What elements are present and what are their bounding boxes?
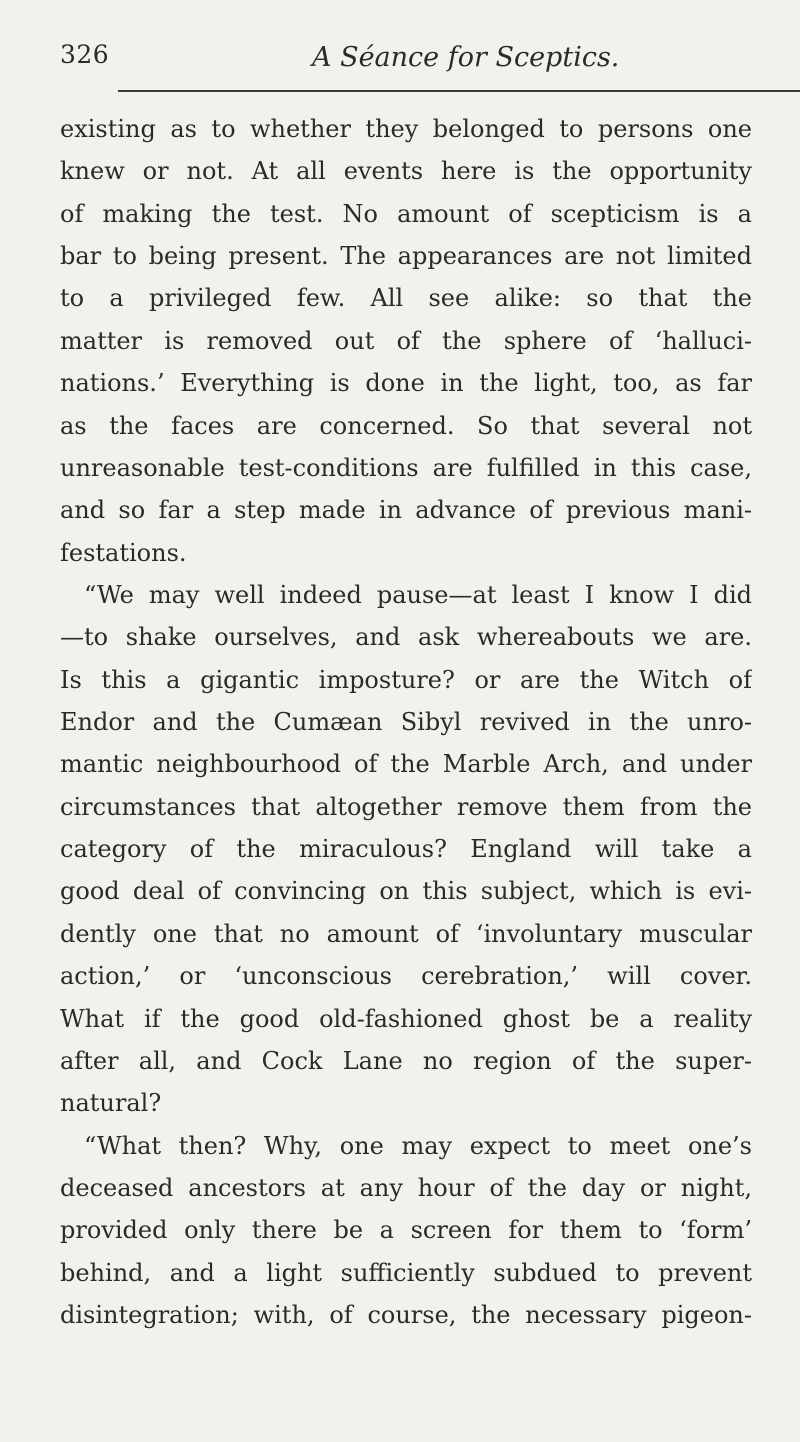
text-line: Endor and the Cumæan Sibyl revived in the unro- [60,708,752,737]
paragraph-3 [60,1125,752,1337]
text-line: after all, and Cock Lane no region of the super- [60,1046,752,1075]
text-line: knew or not. At all events here is the opportunity [60,157,752,186]
running-title: A Séance for Sceptics. [312,42,620,73]
text-line: disintegration; with, of course, the necessary pigeon- [60,1301,752,1330]
text-line: provided only there be a screen for them to ‘form’ [60,1216,752,1245]
text-line: matter is removed out of the sphere of ‘halluci- [60,326,752,355]
text-line: natural? [60,1089,162,1118]
text-line: “We may well indeed pause—at least I know I did [84,580,752,609]
text-line: What if the good old-fashioned ghost be a reality [60,1004,752,1033]
text-line: unreasonable test-conditions are fulfilled in this case, [60,453,752,482]
text-line: action,’ or ‘unconscious cerebration,’ will cover. [60,962,752,991]
text-line: festations. [60,538,187,567]
text-line: existing as to whether they belonged to persons one [60,115,752,143]
page-number: 326 [60,40,110,69]
text-line: —to shake ourselves, and ask whereabouts we are. [60,623,752,652]
text-line: and so far a step made in advance of previous mani- [60,496,752,525]
text-line: mantic neighbourhood of the Marble Arch, and under [60,750,752,779]
paragraph-1 [60,108,752,574]
text-line: bar to being present. The appearances are not limited [60,242,752,271]
text-line: Is this a gigantic imposture? or are the Witch of [60,665,752,694]
text-line: of making the test. No amount of scepticism is a [60,199,752,228]
text-line: to a privileged few. All see alike: so that the [60,284,752,313]
text-line: nations.’ Everything is done in the light, too, as far [60,369,752,398]
page-header [60,38,780,98]
text-line: deceased ancestors at any hour of the day or night, [60,1173,752,1202]
text-line: circumstances that altogether remove them from the [60,792,752,821]
text-line: category of the miraculous? England will take a [60,835,752,864]
text-line: behind, and a light sufficiently subdued to prevent [60,1258,752,1287]
text-line: good deal of convincing on this subject, which is evi- [60,877,752,906]
text-line: dently one that no amount of ‘involuntary muscular [60,919,752,948]
text-line: as the faces are concerned. So that several not [60,411,752,440]
paragraph-2 [60,574,752,1125]
body-text [60,108,752,1336]
header-rule [118,90,800,92]
text-line: “What then? Why, one may expect to meet one’s [84,1131,752,1160]
